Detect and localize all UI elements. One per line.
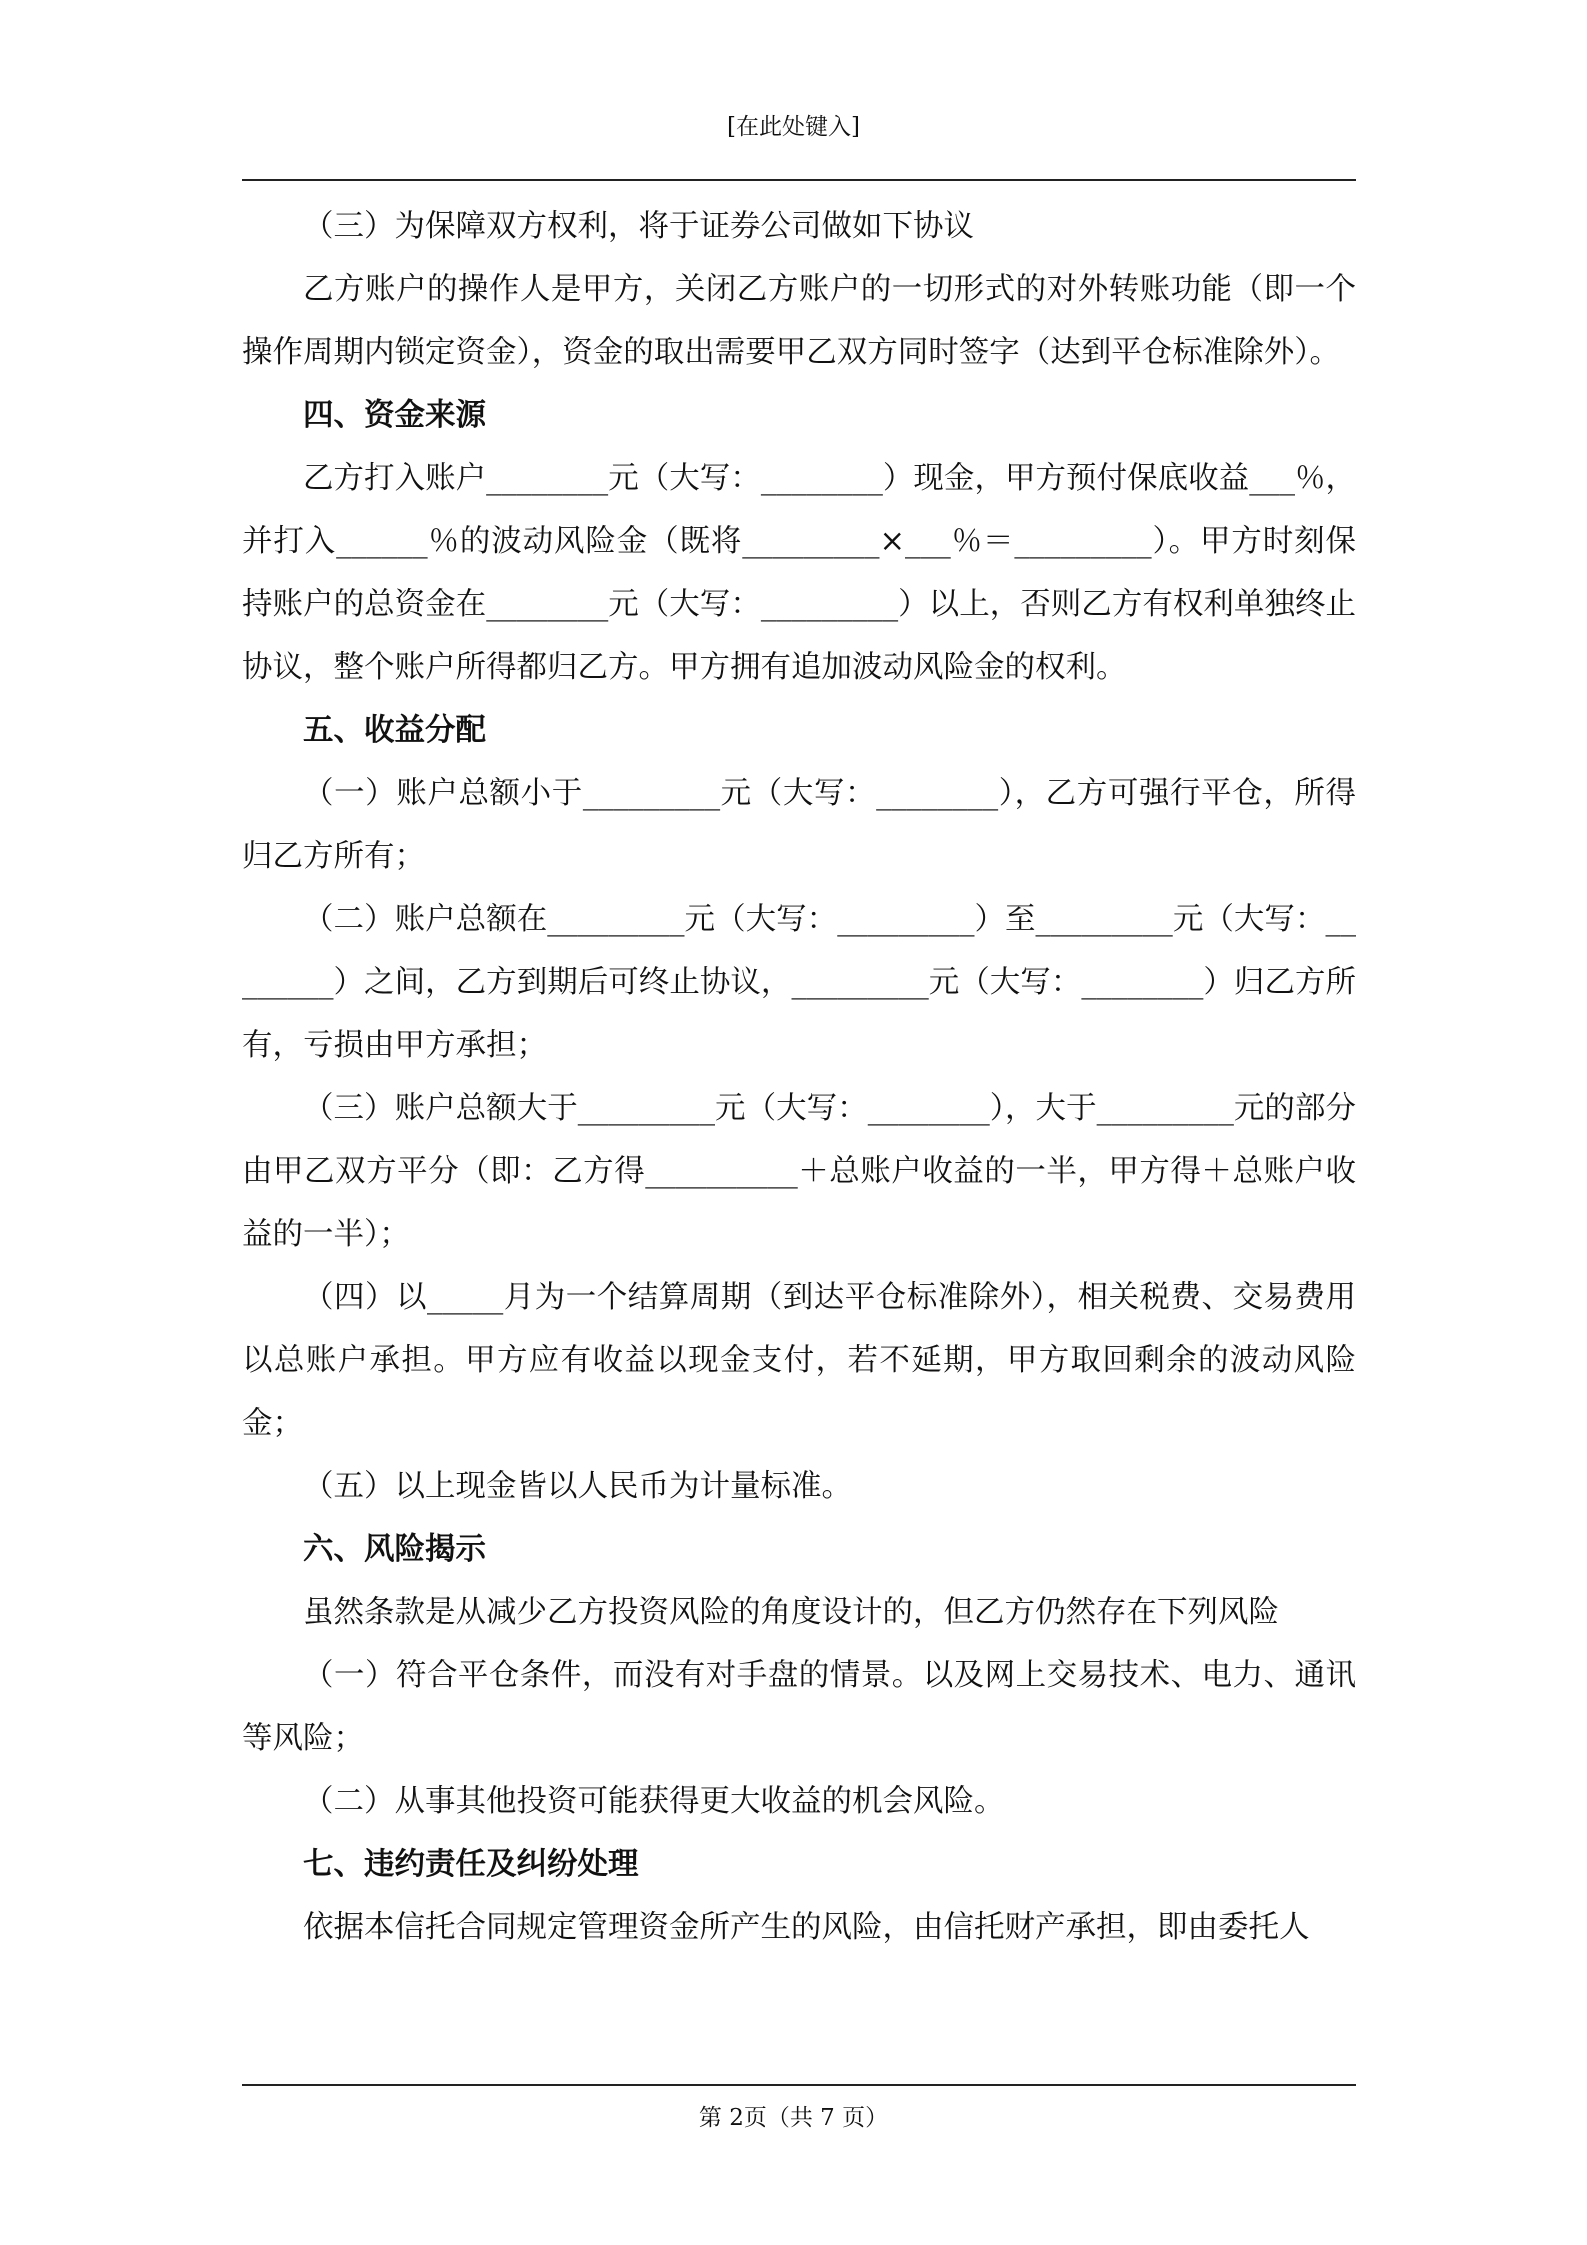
- paragraph-12: 依据本信托合同规定管理资金所产生的风险，由信托财产承担，即由委托人: [303, 1910, 1310, 1945]
- paragraph-5: （二）账户总额在_________元（大写：_________）至_________元（大写：________）之间，乙方到期后可终止协议，_________元（大写：________）归乙方所有，亏损由甲方承担；: [242, 902, 1356, 1063]
- paragraph-8: （五）以上现金皆以人民币为计量标准。: [303, 1469, 852, 1504]
- section-heading-6: 六、风险揭示: [303, 1531, 486, 1567]
- paragraph-7: （四）以_____月为一个结算周期（到达平仓标准除外），相关税费、交易费用以总账户承担。甲方应有收益以现金支付，若不延期，甲方取回剩余的波动风险金；: [242, 1280, 1356, 1441]
- section-heading-5: 五、收益分配: [303, 712, 486, 748]
- section-heading-4: 四、资金来源: [303, 397, 486, 433]
- page-footer: 第 2页（共 7 页）: [698, 2105, 889, 2131]
- paragraph-6: （三）账户总额大于_________元（大写：________），大于_________元的部分由甲乙双方平分（即：乙方得__________＋总账户收益的一半，甲方得＋总账户收益的一半）；: [242, 1091, 1356, 1252]
- paragraph-1: （三）为保障双方权利，将于证券公司做如下协议: [303, 209, 974, 244]
- document-body: [242, 195, 1356, 1959]
- paragraph-3: 乙方打入账户________元（大写：________）现金，甲方预付保底收益___％，并打入______％的波动风险金（既将_________×___％＝_________）。甲方时刻保持账户的总资金在________元（大写：_________）以上，否则乙方有权利单独终止协议，整个账户所得都归乙方。甲方拥有追加波动风险金的权利。: [242, 461, 1356, 685]
- paragraph-10: （一）符合平仓条件，而没有对手盘的情景。以及网上交易技术、电力、通讯等风险；: [242, 1658, 1356, 1756]
- paragraph-4: （一）账户总额小于_________元（大写：________），乙方可强行平仓，所得归乙方所有；: [242, 776, 1356, 874]
- paragraph-11: （二）从事其他投资可能获得更大收益的机会风险。: [303, 1784, 1005, 1819]
- section-heading-7: 七、违约责任及纠纷处理: [303, 1846, 639, 1882]
- page-header: [在此处键入]: [727, 114, 860, 140]
- paragraph-9: 虽然条款是从减少乙方投资风险的角度设计的，但乙方仍然存在下列风险: [303, 1595, 1279, 1630]
- header-rule: [242, 179, 1356, 181]
- paragraph-2: 乙方账户的操作人是甲方，关闭乙方账户的一切形式的对外转账功能（即一个操作周期内锁定资金），资金的取出需要甲乙双方同时签字（达到平仓标准除外）。: [242, 272, 1356, 370]
- footer-rule: [242, 2084, 1356, 2086]
